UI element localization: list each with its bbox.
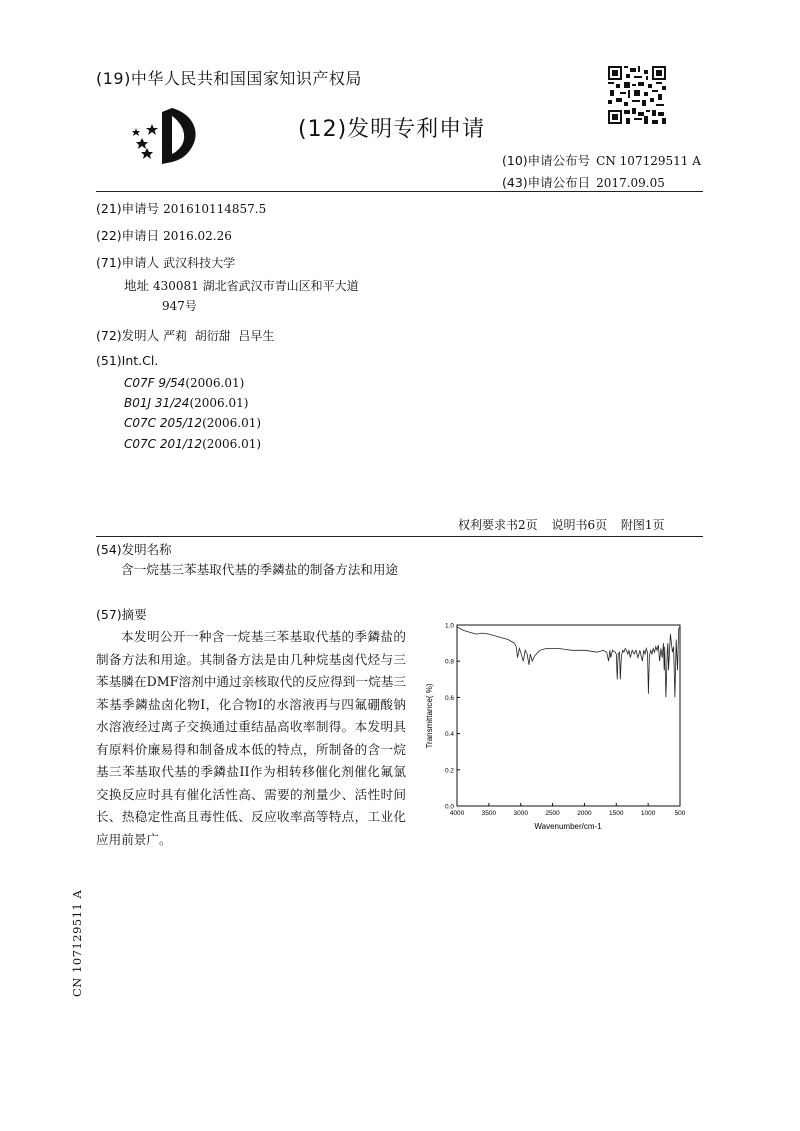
x-tick-label: 3500	[481, 810, 497, 817]
application-number-label: (21)申请号	[96, 201, 160, 216]
ipc-code: C07F 9/54	[124, 376, 186, 390]
ipc-classification	[124, 416, 261, 430]
y-axis-label: Transmittance( %)	[425, 683, 434, 749]
ir-spectrum-chart	[425, 616, 690, 834]
ipc-date: (2006.01)	[189, 396, 249, 410]
application-number-row	[96, 199, 266, 217]
address-label: 地址	[124, 278, 150, 293]
inventors-names: 严莉 胡衍甜 吕早生	[163, 329, 275, 343]
page-count-summary: 权利要求书2页 说明书6页 附图1页	[458, 518, 665, 532]
ipc-classification	[124, 396, 248, 410]
application-date-row	[96, 226, 232, 244]
applicant-name: 武汉科技大学	[163, 256, 236, 270]
side-publication-number: CN 107129511 A	[70, 889, 84, 997]
invention-title-label: (54)发明名称	[96, 542, 172, 557]
application-number: 201610114857.5	[163, 202, 267, 216]
x-tick-label: 2500	[545, 810, 560, 817]
qr-code-icon	[608, 66, 666, 124]
address-row	[124, 276, 359, 294]
ipc-date: (2006.01)	[202, 416, 262, 430]
ipc-date: (2006.01)	[185, 376, 245, 390]
y-tick-label: 0.0	[444, 803, 454, 811]
application-date: 2016.02.26	[163, 229, 232, 243]
invention-title: 含一烷基三苯基取代基的季鏻盐的制备方法和用途	[121, 562, 399, 577]
document-type-title: (12)发明专利申请	[298, 117, 486, 142]
x-axis-label: Wavenumber/cm-1	[534, 822, 602, 831]
x-tick-label: 3000	[513, 810, 528, 817]
application-date-label: (22)申请日	[96, 228, 160, 243]
address-line-2: 947号	[162, 299, 197, 313]
inventors-row	[96, 326, 274, 344]
ipc-classification	[124, 376, 244, 390]
x-tick-label: 2000	[577, 810, 592, 817]
y-tick-label: 0.6	[444, 694, 454, 702]
publication-date-row	[502, 173, 665, 191]
abstract-label: (57)摘要	[96, 607, 147, 622]
address-line-1: 430081 湖北省武汉市青山区和平大道	[153, 279, 359, 293]
y-tick-label: 0.8	[444, 658, 454, 666]
ipc-classification	[124, 437, 261, 451]
cnipa-logo-icon	[132, 104, 208, 166]
y-tick-label: 0.4	[444, 731, 454, 739]
abstract-text: 本发明公开一种含一烷基三苯基取代基的季鏻盐的制备方法和用途。其制备方法是由几种烷基卤代烃与三苯基膦在DMF溶剂中通过亲核取代的反应得到一烷基三苯基季鏻盐卤化物I，化合物I的水溶液再与四氟硼酸钠水溶液经过离子交换通过重结晶高收率制得。本发明具有原料价廉易得和制备成本低的特点，所制备的含一烷基三苯基取代基的季鏻盐II作为相转移催化剂催化氟氯交换反应时具有催化活性高、需要的剂量少、活性时间长、热稳定性高且毒性低、反应收率高等特点，工业化应用前景广。	[96, 629, 406, 847]
int-cl-label: (51)Int.Cl.	[96, 353, 159, 368]
publication-number: CN 107129511 A	[596, 154, 701, 168]
x-tick-label: 1500	[609, 810, 624, 817]
ipc-code: B01J 31/24	[124, 396, 190, 410]
x-tick-label: 500	[674, 810, 686, 817]
ipc-date: (2006.01)	[202, 437, 262, 451]
patent-office-name: (19)中华人民共和国国家知识产权局	[96, 69, 362, 88]
plot-frame	[457, 625, 680, 806]
publication-number-label: (10)申请公布号	[502, 153, 591, 168]
ipc-code: C07C 205/12	[124, 416, 203, 430]
header-divider	[96, 191, 703, 192]
y-tick-label: 1.0	[444, 622, 454, 630]
applicant-label: (71)申请人	[96, 255, 160, 270]
ipc-code: C07C 201/12	[124, 437, 203, 451]
x-tick-label: 1000	[640, 810, 656, 817]
inventors-label: (72)发明人	[96, 328, 160, 343]
publication-date-label: (43)申请公布日	[502, 175, 591, 190]
publication-number-row	[502, 151, 701, 169]
x-tick-label: 4000	[449, 810, 465, 817]
applicant-row	[96, 253, 235, 271]
spectrum-line	[457, 627, 680, 698]
section-divider	[96, 536, 703, 537]
publication-date: 2017.09.05	[596, 176, 665, 190]
y-tick-label: 0.2	[444, 767, 454, 775]
